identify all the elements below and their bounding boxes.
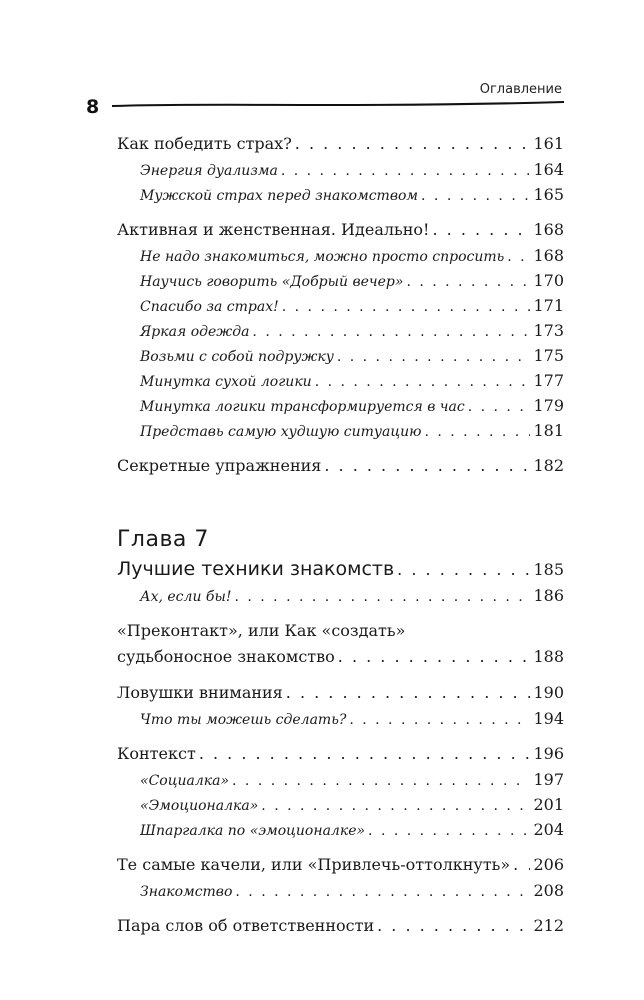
toc-entry[interactable]	[117, 913, 564, 939]
toc-entry[interactable]	[117, 644, 564, 670]
toc-entry-page: 161	[533, 134, 564, 153]
toc-entry-title: Ловушки внимания	[117, 683, 283, 702]
toc-entry-page: 168	[533, 220, 564, 239]
toc-entry-page: 194	[533, 709, 564, 728]
leader-dots	[282, 295, 531, 320]
toc-subentry[interactable]	[117, 293, 564, 318]
toc-entry-title: Пара слов об ответственности	[117, 916, 375, 935]
toc-entry-title: судьбоносное знакомство	[117, 647, 335, 666]
leader-dots	[421, 184, 530, 209]
toc-entry-page: 185	[533, 560, 564, 579]
leader-dots	[406, 270, 530, 295]
leader-dots	[261, 794, 530, 819]
running-header-title: Оглавление	[479, 82, 562, 97]
toc-entry-page: 197	[533, 770, 564, 789]
toc-subentry[interactable]	[117, 878, 564, 903]
toc-entry-page: 196	[533, 744, 564, 763]
toc-entry[interactable]	[117, 217, 564, 243]
leader-dots	[432, 217, 530, 243]
leader-dots	[315, 370, 531, 395]
leader-dots	[349, 708, 530, 733]
leader-dots	[199, 741, 531, 767]
chapter-label: Глава 7	[117, 527, 209, 552]
toc-entry-title: Контекст	[117, 744, 196, 763]
chapter-title: Лучшие техники знакомств	[117, 558, 395, 580]
toc-entry-page: 201	[533, 795, 564, 814]
toc-entry-page: 164	[533, 160, 564, 179]
toc-entry-title: Минутка сухой логики	[140, 374, 312, 390]
toc-entry-title-line[interactable]: «Преконтакт», или Как «создать»	[117, 621, 406, 640]
leader-dots	[295, 131, 531, 157]
leader-dots	[252, 320, 530, 345]
chapter-title-entry[interactable]	[117, 555, 564, 583]
toc-entry-page: 204	[533, 820, 564, 839]
leader-dots	[232, 769, 530, 794]
toc-entry-title: «Социалка»	[140, 773, 230, 789]
toc-entry-title: Что ты можешь сделать?	[140, 712, 347, 728]
toc-entry-title: Шпаргалка по «эмоционалке»	[140, 823, 366, 839]
toc-entry-title: Активная и женственная. Идеально!	[117, 220, 430, 239]
toc-entry-title: Научись говорить «Добрый вечер»	[140, 274, 404, 290]
toc-subentry[interactable]	[117, 583, 564, 608]
leader-dots	[337, 345, 531, 370]
toc-subentry[interactable]	[117, 318, 564, 343]
toc-entry-title: Как победить страх?	[117, 134, 292, 153]
toc-entry-title: Секретные упражнения	[117, 456, 322, 475]
toc-entry-title: Представь самую худшую ситуацию	[140, 424, 422, 440]
toc-entry-title: Минутка логики трансформируется в час	[140, 399, 465, 415]
leader-dots	[235, 880, 530, 905]
toc-entry-page: 165	[533, 185, 564, 204]
toc-entry-title: Ах, если бы!	[140, 589, 232, 605]
toc-entry[interactable]	[117, 453, 564, 479]
toc-entry-title: Яркая одежда	[140, 324, 250, 340]
toc-subentry[interactable]	[117, 418, 564, 443]
toc-entry[interactable]	[117, 680, 564, 706]
toc-entry-page: 177	[533, 371, 564, 390]
toc-subentry[interactable]	[117, 393, 564, 418]
toc-entry-page: 173	[533, 321, 564, 340]
toc-entry-page: 181	[533, 421, 564, 440]
leader-dots	[513, 852, 530, 878]
leader-dots	[468, 395, 531, 420]
leader-dots	[424, 420, 530, 445]
toc-subentry[interactable]	[117, 243, 564, 268]
leader-dots	[397, 556, 530, 584]
toc-entry-title: Те самые качели, или «Привлечь-оттолкнуть»	[117, 855, 511, 874]
leader-dots	[324, 453, 530, 479]
toc-entry-page: 206	[533, 855, 564, 874]
leader-dots	[286, 680, 531, 706]
toc-entry-title: Не надо знакомиться, можно просто спросить	[140, 249, 505, 265]
toc-entry-page: 186	[533, 586, 564, 605]
toc-entry-page: 179	[533, 396, 564, 415]
toc-subentry[interactable]	[117, 368, 564, 393]
toc-entry-title: Энергия дуализма	[140, 163, 278, 179]
page-number: 8	[86, 96, 100, 118]
toc-entry-title: Спасибо за страх!	[140, 299, 279, 315]
leader-dots	[338, 644, 531, 670]
toc-subentry[interactable]	[117, 706, 564, 731]
toc-entry-title: «Эмоционалка»	[140, 798, 259, 814]
toc-subentry[interactable]	[117, 792, 564, 817]
toc-entry-page: 171	[533, 296, 564, 315]
leader-dots	[377, 913, 530, 939]
toc-subentry[interactable]	[117, 182, 564, 207]
toc-subentry[interactable]	[117, 268, 564, 293]
toc-subentry[interactable]	[117, 157, 564, 182]
toc-entry[interactable]	[117, 131, 564, 157]
leader-dots	[368, 819, 530, 844]
toc-entry-page: 212	[533, 916, 564, 935]
toc-entry-page: 168	[533, 246, 564, 265]
toc-entry-page: 170	[533, 271, 564, 290]
toc-entry-title: Мужской страх перед знакомством	[140, 188, 419, 204]
toc-entry-title: Знакомство	[140, 884, 233, 900]
toc-subentry[interactable]	[117, 817, 564, 842]
toc-entry-title: Возьми с собой подружку	[140, 349, 334, 365]
toc-entry-page: 190	[533, 683, 564, 702]
toc-entry[interactable]	[117, 852, 564, 878]
toc-entry-page: 188	[533, 647, 564, 666]
toc-entry-page: 175	[533, 346, 564, 365]
toc-entry-page: 208	[533, 881, 564, 900]
leader-dots	[281, 159, 531, 184]
table-of-contents	[117, 131, 564, 939]
toc-subentry[interactable]	[117, 767, 564, 792]
toc-entry-page: 182	[533, 456, 564, 475]
leader-dots	[234, 585, 530, 610]
header-rule	[112, 96, 564, 112]
leader-dots	[507, 245, 530, 270]
toc-subentry[interactable]	[117, 343, 564, 368]
toc-entry[interactable]	[117, 741, 564, 767]
